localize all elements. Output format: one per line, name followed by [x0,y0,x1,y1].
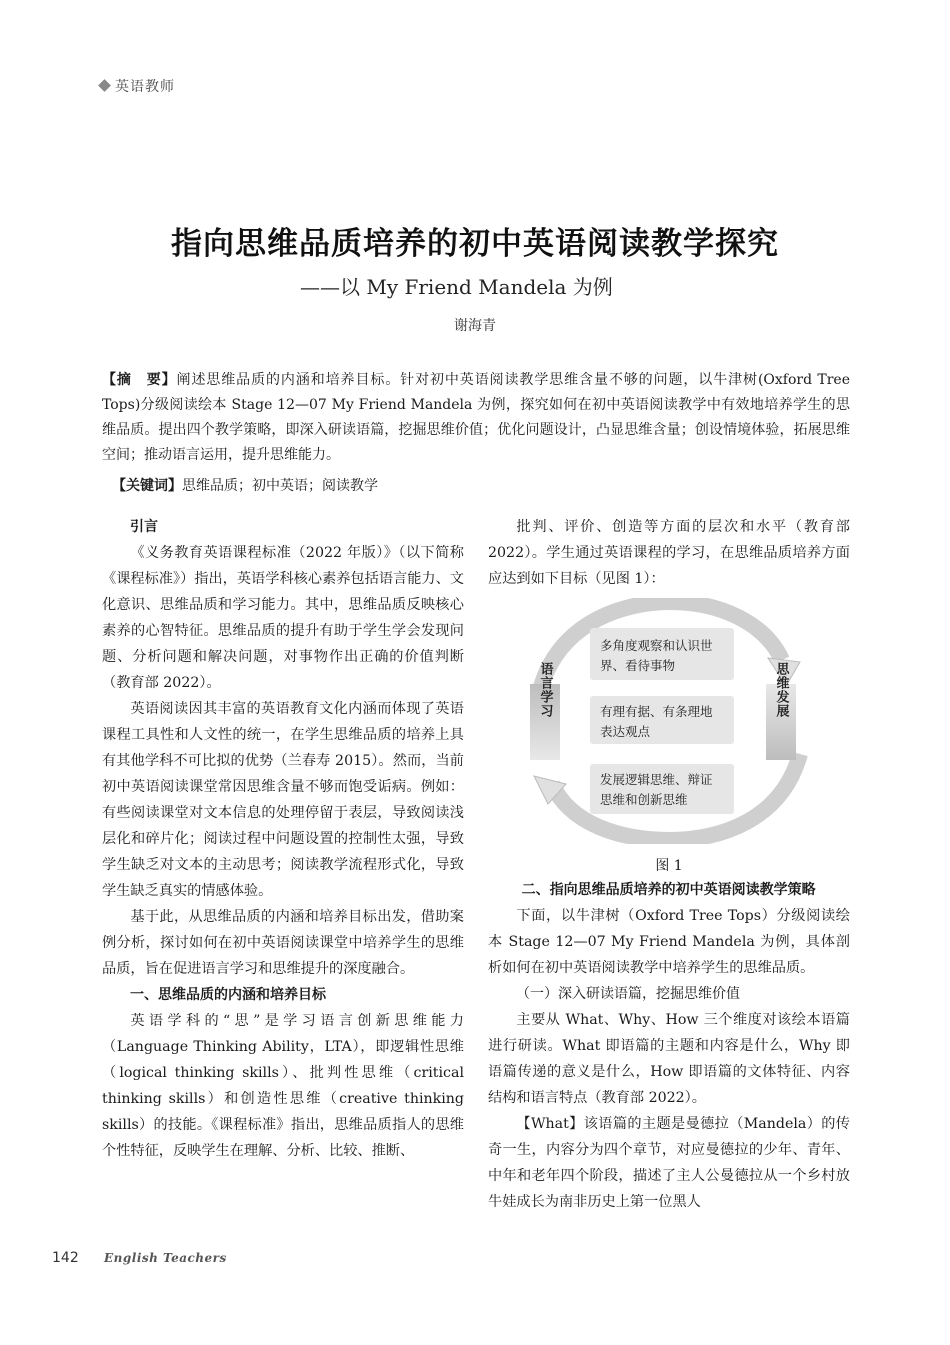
goal-box-1-line-2: 界、看待事物 [600,658,676,673]
right-label: 思维发展 [773,662,789,718]
goal-box-1-line-1: 多角度观察和认识世 [600,638,713,653]
paragraph: 批判、评价、创造等方面的层次和水平（教育部 2022）。学生通过英语课程的学习，在思维品质培养方面应达到如下目标（见图 1）： [488,519,850,587]
running-header [100,76,175,96]
journal-section-label: 英语教师 [115,79,175,95]
paragraph: 《义务教育英语课程标准（2022 年版）》（以下简称《课程标准》）指出，英语学科核心素养包括语言能力、文化意识、思维品质和学习能力。其中，思维品质反映核心素养的心智特征。思维品质的提升有助于学生学会发现问题、分析问题和解决问题，对事物作出正确的价值判断（教育部 2022）。 [102,545,464,691]
footer-journal-name: English Teachers [104,1251,227,1265]
paragraph: 英语学科的“思”是学习语言创新思维能力（Language Thinking Ability，LTA），即逻辑性思维（logical thinking skills）、批判性思维（critical thinking skills）和创造性思维（creative thinking skills）的技能。《课程标准》指出，思维品质指人的思维个性特征，反映学生在理解、分析、比较、推断、 [102,1013,464,1159]
abstract-tag: 【摘 要】 [102,372,177,388]
section-heading-2: 二、指向思维品质培养的初中英语阅读教学策略 [521,882,816,898]
abstract-text: 阐述思维品质的内涵和培养目标。针对初中英语阅读教学思维含量不够的问题，以牛津树(Oxford Tree Tops)分级阅读绘本 Stage 12—07 My Friend Mandela 为例，探究如何在初中英语阅读教学中有效地培养学生的思维品质。提出四个教学策略，即深入研读语篇，挖掘思维价值；优化问题设计，凸显思维含量；创设情境体验，拓展思维空间；推动语言运用，提升思维能力。 [102,372,851,463]
article-subtitle: ——以 My Friend Mandela 为例 [300,275,613,299]
goal-box-2-line-2: 表达观点 [600,724,651,739]
diamond-icon [98,79,111,92]
left-label: 语言学习 [537,662,553,718]
section-heading-1: 一、思维品质的内涵和培养目标 [130,987,326,1003]
goal-box-3-line-2: 思维和创新思维 [600,792,688,807]
goal-box-3-line-1: 发展逻辑思维、辩证 [600,772,713,787]
paragraph: 主要从 What、Why、How 三个维度对该绘本语篇进行研读。What 即语篇的主题和内容是什么，Why 即语篇传递的意义是什么，How 即语篇的文体特征、内容结构和语言特点（教育部 2022）。 [488,1012,850,1106]
goal-box-2-line-1: 有理有据、有条理地 [600,704,713,719]
page-number: 142 [52,1250,79,1266]
keywords [112,475,378,495]
right-column-bottom [488,877,850,1215]
keywords-tag: 【关键词】 [112,478,182,494]
keywords-text: 思维品质；初中英语；阅读教学 [182,478,378,494]
author-name: 谢海青 [454,318,496,334]
left-column [102,514,464,1164]
paragraph: 基于此，从思维品质的内涵和培养目标出发，借助案例分析，探讨如何在初中英语阅读课堂中培养学生的思维品质，旨在促进语言学习和思维提升的深度融合。 [102,909,464,977]
section-heading-intro: 引言 [130,519,158,535]
paragraph: 下面，以牛津树（Oxford Tree Tops）分级阅读绘本 Stage 12—07 My Friend Mandela 为例，具体剖析如何在初中英语阅读教学中培养学生的思维品质。 [488,908,850,976]
right-column-top [488,514,850,592]
subsection-heading-1: （一）深入研读语篇，挖掘思维价值 [516,986,740,1002]
figure-1-diagram [520,598,820,844]
article-title: 指向思维品质培养的初中英语阅读教学探究 [171,226,779,262]
paragraph: 【What】该语篇的主题是曼德拉（Mandela）的传奇一生，内容分为四个章节，对应曼德拉的少年、青年、中年和老年四个阶段，描述了主人公曼德拉从一个乡村放牛娃成长为南非历史上第一位黑人 [488,1116,850,1210]
abstract [102,368,850,468]
figure-caption: 图 1 [655,858,683,874]
paragraph: 英语阅读因其丰富的英语教育文化内涵而体现了英语课程工具性和人文性的统一，在学生思维品质的培养上具有其他学科不可比拟的优势（兰春寿 2015）。然而，当前初中英语阅读课堂常因思维含量不够而饱受诟病。例如：有些阅读课堂对文本信息的处理停留于表层，导致阅读浅层化和碎片化；阅读过程中问题设置的控制性太强，导致学生缺乏对文本的主动思考；阅读教学流程形式化，导致学生缺乏真实的情感体验。 [102,701,464,899]
